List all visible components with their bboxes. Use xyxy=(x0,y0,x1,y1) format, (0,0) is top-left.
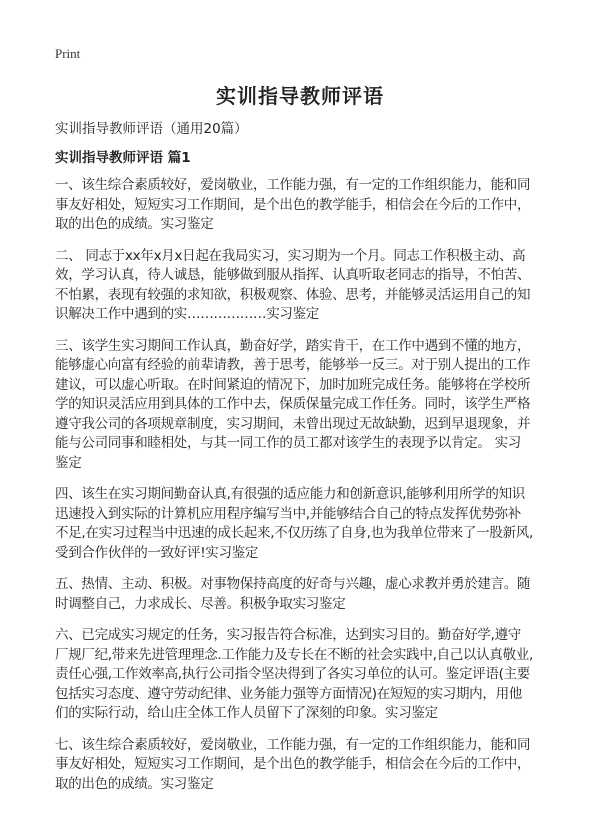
paragraph-4: 四、该生在实习期间勤奋认真,有很强的适应能力和创新意识,能够利用所学的知识 迅速投入到实际的计算机应用程序编写当中,并能够结合自己的特点发挥优势弥补 不足,在实习过程当中迅速的成长起来,不仅历练了自身,也为我单位带来了一股新风, 受到合作伙伴的一致好评!实习鉴定 xyxy=(55,486,533,561)
paragraph-6: 六、已完成实习规定的任务，实习报告符合标准，达到实习目的。勤奋好学,遵守 厂规厂纪,带来先进管理理念.工作能力及专长在不断的社会实践中,自己以认真敬业, 责任心强,工作效率高,执行公司指令坚决得到了各实习单位的认可。鉴定评语(主要 包括实习态度、遵守劳动纪律、业务能力强等方面情况)在短短的实习期内，用他 们的实际行动，给山庄全体工作人员留下了深刻的印象。实习鉴定 xyxy=(55,627,533,721)
paragraph-1: 一、该生综合素质较好，爱岗敬业，工作能力强，有一定的工作组织能力，能和同 事友好相处，短短实习工作期间，是个出色的教学能手，相信会在今后的工作中， 取的出色的成绩。实习鉴定 xyxy=(55,177,531,232)
paragraph-2: 二、 同志于xx年x月x日起在我局实习，实习期为一个月。同志工作积极主动、高 效，学习认真，待人诚恳，能够做到服从指挥、认真听取老同志的指导，不怕苦、 不怕累，表现有较强的求知欲，积极观察、体验、思考，并能够灵活运用自己的知 识解决工作中遇到的实………………实习鉴定 xyxy=(55,247,531,322)
document-subtitle: 实训指导教师评语（通用20篇） xyxy=(55,121,248,137)
document-body xyxy=(55,120,575,806)
section-heading: 实训指导教师评语 篇1 xyxy=(55,150,191,166)
paragraph-3: 三、该学生实习期间工作认真，勤奋好学，踏实肯干，在工作中遇到不懂的地方， 能够虚心向富有经验的前辈请教，善于思考，能够举一反三。对于别人提出的工作 建议，可以虚心听取。在时间紧迫的情况下，加时加班完成任务。能够将在学校所 学的知识灵活应用到具体的工作中去，保质保量完成工作任务。同时，该学生严格 遵守我公司的各项规章制度，实习期间，未曾出现过无故缺勤，迟到早退现象，并 能与公司同事和睦相处，与其一同工作的员工都对该学生的表现予以肯定。 实习 鉴定 xyxy=(55,337,531,471)
paragraph-7: 七、该生综合素质较好，爱岗敬业，工作能力强，有一定的工作组织能力，能和同 事友好相处，短短实习工作期间，是个出色的教学能手，相信会在今后的工作中， 取的出色的成绩。实习鉴定 xyxy=(55,736,531,792)
paragraph-5: 五、热情、主动、积极。对事物保持高度的好奇与兴趣，虚心求教并勇於建言。随 时调整自己，力求成长、尽善。积极争取实习鉴定 xyxy=(55,576,531,612)
print-link[interactable]: Print xyxy=(55,46,81,61)
page-title: 实训指导教师评语 xyxy=(216,84,384,108)
